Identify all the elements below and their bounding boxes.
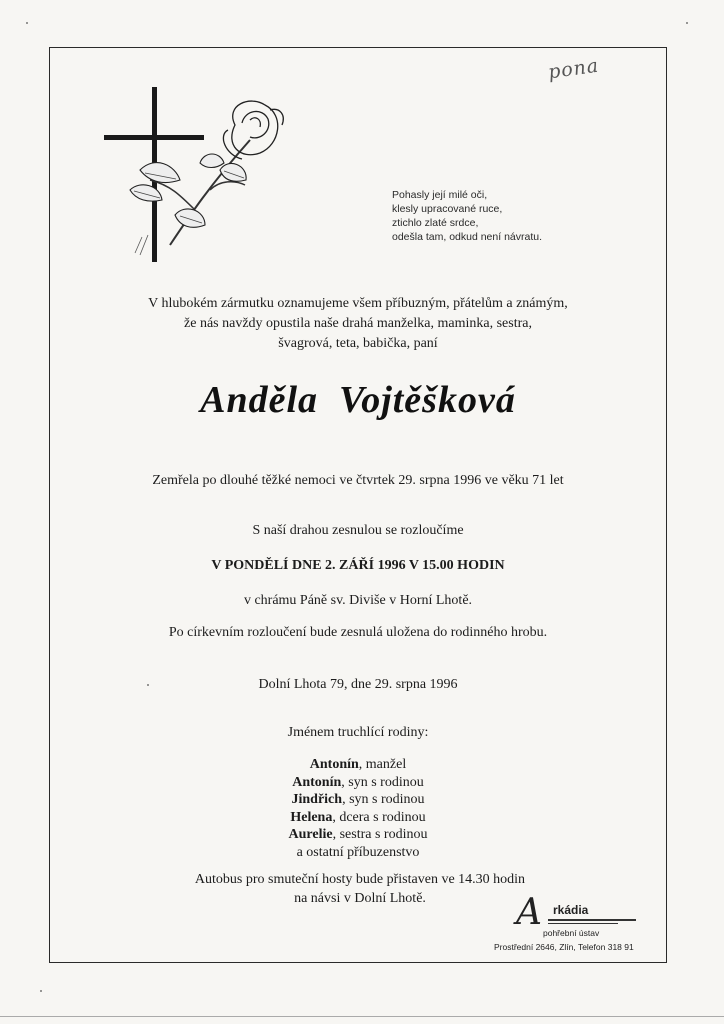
scan-edge [0,1016,724,1017]
intro-line: že nás navždy opustila naše drahá manželka, maminka, sestra, [184,316,532,331]
family-member: Antonín, syn s rodinou [292,774,424,790]
funeral-home-address: Prostřední 2646, Zlín, Telefon 318 91 [494,942,634,952]
burial-info: Po církevním rozloučení bude zesnulá uložena do rodinného hrobu. [168,625,548,640]
death-info: Zemřela po dlouhé těžké nemoci ve čtvrtek 29. srpna 1996 ve věku 71 let [152,473,564,488]
logo-rule [548,919,636,921]
poem-line: klesly upracované ruce, [392,203,503,215]
intro-line: V hlubokém zármutku oznamujeme všem příbuzným, přátelům a známým, [148,296,568,311]
intro-line: švagrová, teta, babička, paní [278,336,438,351]
poem [392,188,542,244]
family-member: Helena, dcera s rodinou [290,809,426,825]
place-date: Dolní Lhota 79, dne 29. srpna 1996 [258,677,458,692]
logo-letter: A [516,892,542,933]
farewell-place: v chrámu Páně sv. Diviše v Horní Lhotě. [243,593,473,608]
bus-line: Autobus pro smuteční hosty bude přistaven ve 14.30 hodin [194,872,526,887]
family-list [60,756,656,861]
funeral-home-logo [488,892,658,958]
poem-line: ztichlo zlaté srdce, [392,217,479,229]
family-member: Jindřich, syn s rodinou [291,792,425,807]
poem-line: Pohasly její milé oči, [392,189,488,201]
funeral-home-subtitle: pohřební ústav [543,928,600,938]
scan-speck [26,22,28,24]
deceased-name: Anděla Vojtěšková [200,379,516,421]
scan-speck [686,22,688,24]
family-other: a ostatní příbuzenstvo [296,844,420,860]
farewell-intro: S naší drahou zesnulou se rozloučíme [252,523,464,538]
family-heading: Jménem truchlící rodiny: [287,725,429,740]
scan-speck [147,684,149,686]
family-member: Antonín, manžel [309,757,407,772]
funeral-home-name: rkádia [553,903,589,917]
cross-with-rose-icon [100,85,290,270]
logo-rule [548,923,618,924]
announcement-intro [60,294,656,354]
family-member: Aurelie, sestra s rodinou [288,827,428,842]
poem-line: odešla tam, odkud není návratu. [392,231,543,243]
handwritten-note: pona [546,54,601,84]
scan-speck [40,990,42,992]
bus-line: na návsi v Dolní Lhotě. [294,891,426,906]
farewell-time: V PONDĚLÍ DNE 2. ZÁŘÍ 1996 V 15.00 HODIN [211,558,505,573]
